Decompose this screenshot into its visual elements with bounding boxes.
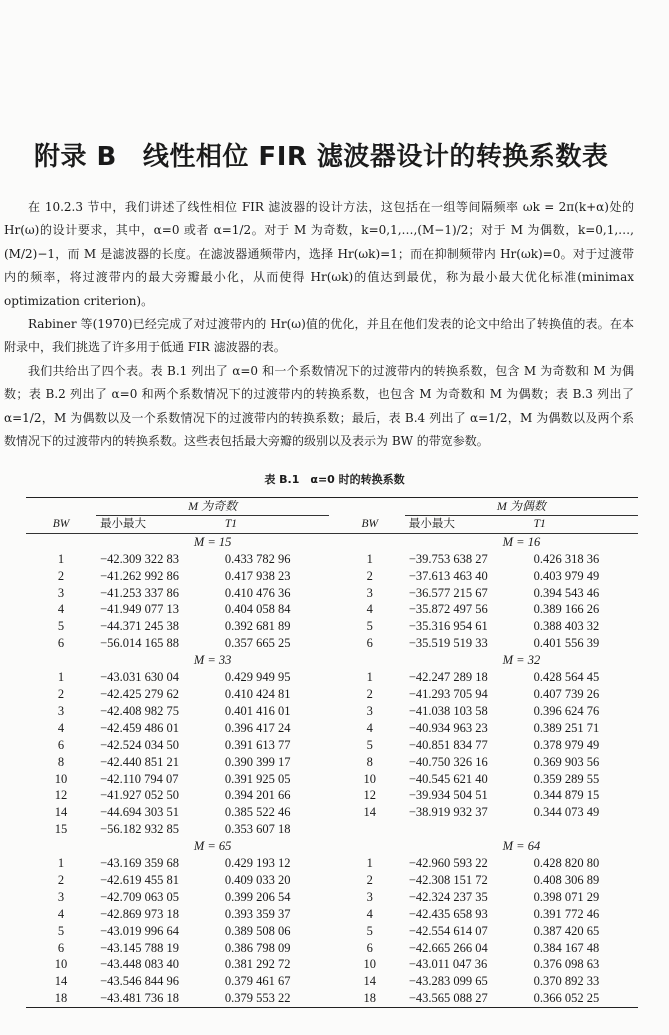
m-value-even: M = 64 bbox=[502, 839, 541, 854]
cell-minmax-even: −43.565 088 27 bbox=[408, 991, 488, 1006]
table-row bbox=[26, 787, 638, 804]
col-bw-even: BW bbox=[335, 515, 405, 533]
cell-bw-even: 2 bbox=[366, 686, 373, 701]
cell-minmax-even: −39.934 504 51 bbox=[408, 788, 488, 803]
cell-t1-odd: 0.433 782 96 bbox=[224, 551, 291, 566]
cell-bw-even: 10 bbox=[363, 957, 377, 972]
cell-t1-odd: 0.379 461 67 bbox=[224, 974, 291, 989]
cell-bw-even: 10 bbox=[363, 771, 377, 786]
cell-t1-odd: 0.391 925 05 bbox=[224, 771, 291, 786]
cell-minmax-odd: −41.253 337 86 bbox=[100, 585, 179, 600]
cell-minmax-even: −40.851 834 77 bbox=[408, 737, 488, 752]
cell-minmax-even: −41.038 103 58 bbox=[408, 703, 488, 718]
cell-t1-odd: 0.381 292 72 bbox=[224, 957, 291, 972]
appendix-title: 线性相位 FIR 滤波器设计的转换系数表 bbox=[142, 142, 609, 172]
cell-bw-even: 4 bbox=[366, 720, 373, 735]
cell-bw-odd: 8 bbox=[57, 754, 65, 769]
table-row bbox=[26, 568, 638, 585]
cell-t1-even: 0.369 903 56 bbox=[533, 754, 600, 769]
cell-t1-even: 0.401 556 39 bbox=[533, 636, 600, 651]
cell-minmax-even bbox=[405, 821, 522, 838]
cell-t1-odd: 0.391 613 77 bbox=[224, 737, 291, 752]
cell-bw-odd: 2 bbox=[57, 568, 65, 583]
table-row bbox=[26, 618, 638, 635]
cell-bw-odd: 1 bbox=[57, 856, 65, 871]
cell-minmax-odd: −56.014 165 88 bbox=[100, 636, 179, 651]
table-row bbox=[26, 754, 638, 771]
cell-t1-even: 0.407 739 26 bbox=[533, 686, 600, 701]
table-row bbox=[26, 990, 638, 1007]
cell-minmax-odd: −43.145 788 19 bbox=[100, 940, 179, 955]
cell-minmax-odd: −42.459 486 01 bbox=[100, 720, 179, 735]
cell-minmax-even: −42.247 289 18 bbox=[408, 670, 488, 685]
table-row bbox=[26, 855, 638, 872]
cell-t1-even: 0.388 403 32 bbox=[533, 619, 600, 634]
cell-bw-odd: 4 bbox=[57, 602, 65, 617]
cell-minmax-even: −40.934 963 23 bbox=[408, 720, 488, 735]
cell-minmax-odd: −43.546 844 96 bbox=[100, 974, 179, 989]
col-minmax-even: 最小最大 bbox=[405, 515, 522, 533]
cell-bw-even: 6 bbox=[366, 940, 373, 955]
page-title bbox=[34, 136, 608, 173]
table-row bbox=[26, 551, 638, 568]
cell-bw-even: 2 bbox=[366, 872, 373, 887]
paragraph-2: Rabiner 等(1970)已经完成了对过渡带内的 Hr(ω)值的优化，并且在他们发表的论文中给出了转换值的表。在本附录中，我们挑选了许多用于低通 FIR 滤波器的表。 bbox=[4, 317, 634, 355]
cell-bw-even: 6 bbox=[366, 636, 373, 651]
cell-t1-odd: 0.429 193 12 bbox=[224, 856, 291, 871]
cell-bw-even: 1 bbox=[366, 856, 373, 871]
cell-t1-odd: 0.417 938 23 bbox=[224, 568, 291, 583]
cell-bw-even: 14 bbox=[363, 805, 377, 820]
cell-minmax-odd: −42.709 063 05 bbox=[100, 889, 179, 904]
cell-t1-odd: 0.390 399 17 bbox=[224, 754, 291, 769]
cell-bw-odd: 14 bbox=[54, 805, 68, 820]
cell-t1-even: 0.366 052 25 bbox=[533, 991, 600, 1006]
cell-minmax-even: −35.316 954 61 bbox=[408, 619, 488, 634]
cell-t1-odd: 0.399 206 54 bbox=[224, 889, 291, 904]
cell-t1-odd: 0.410 424 81 bbox=[224, 686, 291, 701]
cell-t1-even: 0.389 251 71 bbox=[533, 720, 600, 735]
cell-t1-even: 0.344 073 49 bbox=[533, 805, 600, 820]
cell-t1-even: 0.391 772 46 bbox=[533, 906, 600, 921]
cell-bw-even: 3 bbox=[366, 585, 373, 600]
cell-bw-odd: 3 bbox=[57, 585, 65, 600]
block-m-row bbox=[26, 652, 638, 669]
cell-bw-odd: 2 bbox=[57, 872, 65, 887]
cell-minmax-even: −42.960 593 22 bbox=[408, 856, 488, 871]
table-row bbox=[26, 720, 638, 737]
col-minmax-odd: 最小最大 bbox=[96, 515, 213, 533]
cell-t1-odd: 0.392 681 89 bbox=[224, 619, 291, 634]
cell-bw-odd: 4 bbox=[57, 906, 65, 921]
m-value-odd: M = 15 bbox=[193, 534, 232, 549]
col-t1-even: T1 bbox=[522, 515, 638, 533]
paragraph-3: 我们共给出了四个表。表 B.1 列出了 α=0 和一个系数情况下的过渡带内的转换系数，包含 M 为奇数和 M 为偶数；表 B.2 列出了 α=0 和两个系数情况下的过渡带内的转换系数，也包含 M 为奇数和 M 为偶数；表 B.3 列出了 α=1/2，M 为偶数以及一个系数情况下的过渡带内的转换系数；最后，表 B.4 列出了 α=1/2，M 为偶数以及两个系数情况下的过渡带内的转换系数。这些表包括最大旁瓣的级别以及表示为 BW 的带宽参数。 bbox=[4, 363, 634, 449]
cell-bw-odd: 6 bbox=[57, 737, 65, 752]
cell-minmax-even: −41.293 705 94 bbox=[408, 686, 488, 701]
cell-t1-odd: 0.429 949 95 bbox=[224, 670, 291, 685]
cell-minmax-even: −42.308 151 72 bbox=[408, 872, 488, 887]
cell-bw-even: 4 bbox=[366, 602, 373, 617]
cell-minmax-even: −42.665 266 04 bbox=[408, 940, 488, 955]
block-m-row bbox=[26, 838, 638, 855]
cell-t1-even: 0.376 098 63 bbox=[533, 957, 600, 972]
cell-bw-even: 8 bbox=[366, 754, 373, 769]
cell-minmax-odd: −44.371 245 38 bbox=[100, 619, 179, 634]
cell-t1-even: 0.403 979 49 bbox=[533, 568, 600, 583]
cell-bw-odd: 5 bbox=[57, 619, 65, 634]
table-row bbox=[26, 872, 638, 889]
cell-t1-even: 0.426 318 36 bbox=[533, 551, 600, 566]
cell-minmax-even: −42.324 237 35 bbox=[408, 889, 488, 904]
cell-bw-odd: 3 bbox=[57, 889, 65, 904]
table-row bbox=[26, 940, 638, 957]
cell-bw-even: 5 bbox=[366, 619, 373, 634]
cell-t1-odd: 0.357 665 25 bbox=[224, 636, 291, 651]
cell-minmax-odd: −43.031 630 04 bbox=[100, 670, 179, 685]
table-row bbox=[26, 906, 638, 923]
table-row bbox=[26, 635, 638, 652]
cell-t1-odd: 0.386 798 09 bbox=[224, 940, 291, 955]
intro-text bbox=[4, 196, 634, 453]
m-value-odd: M = 65 bbox=[193, 839, 232, 854]
col-t1-odd: T1 bbox=[213, 515, 329, 533]
cell-minmax-odd: −42.869 973 18 bbox=[100, 906, 179, 921]
cell-minmax-even: −37.613 463 40 bbox=[408, 568, 488, 583]
cell-minmax-odd: −42.425 279 62 bbox=[100, 686, 179, 701]
table-row bbox=[26, 737, 638, 754]
table-row bbox=[26, 923, 638, 940]
cell-bw-even: 14 bbox=[363, 974, 377, 989]
paragraph-1: 在 10.2.3 节中，我们讲述了线性相位 FIR 滤波器的设计方法，这包括在一组等间隔频率 ωk = 2π(k+α)处的 Hr(ω)的设计要求，其中，α=0 或者 α=1/2。对于 M 为奇数，k=0,1,…,(M−1)/2；对于 M 为偶数，k=0,1,…,(M/2)−1，而 M 是滤波器的长度。在滤波器通频带内，选择 Hr(ωk)=1；而在抑制频带内 Hr(ωk)=0。对于过渡带内的频率，将过渡带内的最大旁瓣最小化，从而使得 Hr(ωk)的值达到最优，称为最小最大优化标准(minimax optimization criterion)。 bbox=[4, 200, 634, 308]
cell-minmax-odd: −42.619 455 81 bbox=[100, 872, 179, 887]
table-row bbox=[26, 821, 638, 838]
cell-bw-odd: 18 bbox=[54, 991, 68, 1006]
cell-minmax-odd: −41.927 052 50 bbox=[100, 788, 179, 803]
cell-t1-even: 0.428 564 45 bbox=[533, 670, 600, 685]
table-row bbox=[26, 771, 638, 788]
cell-t1-even: 0.370 892 33 bbox=[533, 974, 600, 989]
cell-bw-even: 3 bbox=[366, 889, 373, 904]
cell-t1-even: 0.378 979 49 bbox=[533, 737, 600, 752]
table-row bbox=[26, 669, 638, 686]
group-header-even: M 为偶数 bbox=[405, 498, 638, 516]
cell-bw-odd: 6 bbox=[57, 940, 65, 955]
cell-minmax-odd: −43.448 083 40 bbox=[100, 957, 179, 972]
cell-bw-even: 3 bbox=[366, 703, 373, 718]
cell-t1-odd: 0.410 476 36 bbox=[224, 585, 291, 600]
cell-bw-even: 18 bbox=[363, 991, 377, 1006]
appendix-label: 附录 B bbox=[34, 142, 117, 172]
cell-t1-odd: 0.353 607 18 bbox=[224, 822, 291, 837]
table-row bbox=[26, 585, 638, 602]
cell-minmax-even: −42.554 614 07 bbox=[408, 923, 488, 938]
m-value-even: M = 32 bbox=[502, 653, 541, 668]
table-row bbox=[26, 686, 638, 703]
cell-minmax-even: −35.872 497 56 bbox=[408, 602, 488, 617]
cell-minmax-even: −36.577 215 67 bbox=[408, 585, 488, 600]
table-row bbox=[26, 889, 638, 906]
cell-t1-odd: 0.409 033 20 bbox=[224, 872, 291, 887]
table-body bbox=[26, 533, 638, 1007]
cell-minmax-even: −35.519 519 33 bbox=[408, 636, 488, 651]
cell-t1-odd: 0.389 508 06 bbox=[224, 923, 291, 938]
cell-bw-even bbox=[335, 821, 405, 838]
table-caption: 表 B.1 α=0 时的转换系数 bbox=[264, 473, 405, 486]
cell-minmax-odd: −42.110 794 07 bbox=[100, 771, 179, 786]
cell-minmax-odd: −42.524 034 50 bbox=[100, 737, 179, 752]
cell-bw-odd: 2 bbox=[57, 686, 65, 701]
cell-bw-odd: 4 bbox=[57, 720, 65, 735]
cell-minmax-odd: −42.309 322 83 bbox=[100, 551, 179, 566]
block-m-row bbox=[26, 533, 638, 550]
cell-t1-even: 0.384 167 48 bbox=[533, 940, 600, 955]
cell-t1-even: 0.344 879 15 bbox=[533, 788, 600, 803]
cell-bw-even: 12 bbox=[363, 788, 377, 803]
cell-minmax-odd: −44.694 303 51 bbox=[100, 805, 179, 820]
cell-bw-odd: 10 bbox=[54, 771, 68, 786]
cell-minmax-odd: −42.408 982 75 bbox=[100, 703, 179, 718]
cell-minmax-even: −38.919 932 37 bbox=[408, 805, 488, 820]
cell-minmax-even: −43.011 047 36 bbox=[408, 957, 488, 972]
table-row bbox=[26, 804, 638, 821]
cell-bw-odd: 10 bbox=[54, 957, 68, 972]
m-value-odd: M = 33 bbox=[193, 653, 232, 668]
cell-minmax-odd: −42.440 851 21 bbox=[100, 754, 179, 769]
cell-bw-even: 5 bbox=[366, 923, 373, 938]
cell-minmax-odd: −43.481 736 18 bbox=[100, 991, 179, 1006]
cell-bw-even: 2 bbox=[366, 568, 373, 583]
cell-minmax-even: −39.753 638 27 bbox=[408, 551, 488, 566]
cell-bw-odd: 1 bbox=[57, 670, 65, 685]
cell-bw-even: 1 bbox=[366, 551, 373, 566]
cell-bw-odd: 14 bbox=[54, 974, 68, 989]
cell-minmax-odd: −41.949 077 13 bbox=[100, 602, 179, 617]
cell-t1-even: 0.389 166 26 bbox=[533, 602, 600, 617]
cell-t1-even: 0.398 071 29 bbox=[533, 889, 600, 904]
table-row bbox=[26, 973, 638, 990]
cell-minmax-even: −40.545 621 40 bbox=[408, 771, 488, 786]
cell-minmax-even: −40.750 326 16 bbox=[408, 754, 488, 769]
cell-bw-even: 4 bbox=[366, 906, 373, 921]
cell-bw-odd: 1 bbox=[57, 551, 65, 566]
cell-t1-odd: 0.404 058 84 bbox=[224, 602, 291, 617]
cell-bw-odd: 15 bbox=[54, 822, 68, 837]
cell-minmax-odd: −43.169 359 68 bbox=[100, 856, 179, 871]
table-row bbox=[26, 703, 638, 720]
cell-t1-even: 0.428 820 80 bbox=[533, 856, 600, 871]
col-bw-odd: BW bbox=[26, 515, 96, 533]
cell-bw-even: 5 bbox=[366, 737, 373, 752]
cell-minmax-even: −43.283 099 65 bbox=[408, 974, 488, 989]
cell-minmax-odd: −43.019 996 64 bbox=[100, 923, 179, 938]
table-row bbox=[26, 956, 638, 973]
cell-t1-odd: 0.396 417 24 bbox=[224, 720, 291, 735]
cell-t1-even: 0.396 624 76 bbox=[533, 703, 600, 718]
transition-coefficient-table bbox=[26, 497, 638, 1008]
cell-t1-even bbox=[522, 821, 638, 838]
cell-bw-odd: 12 bbox=[54, 788, 68, 803]
table-row bbox=[26, 601, 638, 618]
cell-t1-odd: 0.385 522 46 bbox=[224, 805, 291, 820]
cell-minmax-even: −42.435 658 93 bbox=[408, 906, 488, 921]
cell-t1-odd: 0.393 359 37 bbox=[224, 906, 291, 921]
cell-minmax-odd: −56.182 932 85 bbox=[100, 822, 179, 837]
cell-t1-even: 0.387 420 65 bbox=[533, 923, 600, 938]
m-value-even: M = 16 bbox=[502, 534, 541, 549]
cell-t1-odd: 0.394 201 66 bbox=[224, 788, 291, 803]
cell-t1-odd: 0.401 416 01 bbox=[224, 703, 291, 718]
cell-t1-even: 0.394 543 46 bbox=[533, 585, 600, 600]
cell-bw-even: 1 bbox=[366, 670, 373, 685]
cell-bw-odd: 5 bbox=[57, 923, 65, 938]
group-header-odd: M 为奇数 bbox=[96, 498, 329, 516]
cell-t1-odd: 0.379 553 22 bbox=[224, 991, 291, 1006]
cell-t1-even: 0.408 306 89 bbox=[533, 872, 600, 887]
cell-bw-odd: 6 bbox=[57, 636, 65, 651]
cell-bw-odd: 3 bbox=[57, 703, 65, 718]
cell-minmax-odd: −41.262 992 86 bbox=[100, 568, 179, 583]
cell-t1-even: 0.359 289 55 bbox=[533, 771, 600, 786]
